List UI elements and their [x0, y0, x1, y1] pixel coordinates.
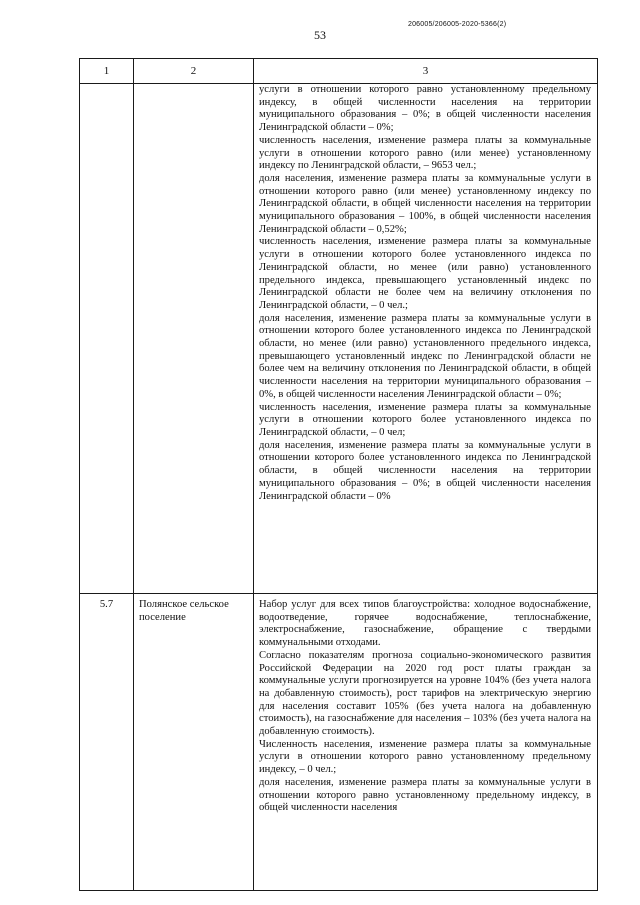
paragraph: численность населения, изменение размера платы за коммунальные услуги в отношении которого более установленного индекса по Ленинградской области, но менее (или равно) установленного предельного индекса, превышающего установленный индекс по Ленинградской области не более чем на величину отклонения по Ленинградской области, – 0 чел.; [259, 236, 591, 311]
row-number-cell: 5.7 [80, 594, 134, 891]
paragraph: Набор услуг для всех типов благоустройства: холодное водоснабжение, водоотведение, горячее водоснабжение, теплоснабжение, электроснабжение, газоснабжение, обращение с твердыми коммунальными отходами. [259, 599, 591, 649]
paragraph: численность населения, изменение размера платы за коммунальные услуги в отношении которого более установленного индекса по Ленинградской области, – 0 чел; [259, 401, 591, 438]
settlement-name-cell: Полянское сельское поселение [134, 594, 254, 891]
settlement-name-cell [134, 84, 254, 594]
paragraph: доля населения, изменение размера платы за коммунальные услуги в отношении которого более установленного индекса по Ленинградской области, в общей численности населения на территории муниципального образования – 0%; в общей численности населения Ленинградской области – 0% [259, 439, 591, 502]
paragraph: доля населения, изменение размера платы за коммунальные услуги в отношении которого равно установленному предельному индексу, в общей численности населения [259, 776, 591, 814]
document-table [79, 58, 598, 891]
table-row [80, 594, 598, 891]
column-header: 2 [134, 59, 254, 84]
paragraph: услуги в отношении которого равно установленному предельному индексу, в общей численности населения на территории муниципального образования – 0%; в общей численности населения Ленинградской области – 0%; [259, 84, 591, 134]
document-id: 206005/206005-2020-5366(2) [408, 21, 507, 28]
page-number: 53 [314, 28, 326, 42]
table-row [80, 84, 598, 594]
row-number-cell [80, 84, 134, 594]
paragraph: доля населения, изменение размера платы за коммунальные услуги в отношении которого более установленного индекса по Ленинградской области, но менее (или равно) установленного предельного индекса, превышающего установленный индекс по Ленинградской области не более чем на величину отклонения по Ленинградской области, в общей численности населения на территории муниципального образования – 0%, в общей численности населения Ленинградской области – 0%; [259, 312, 591, 400]
column-header: 3 [254, 59, 598, 84]
paragraph: Согласно показателям прогноза социально-экономического развития Российской Федерации на 2020 год рост платы граждан за коммунальные услуги прогнозируется на уровне 104% (без учета налога на добавленную стоимость), рост тарифов на электрическую энергию для населения составит 105% (без учета налога на добавленную стоимость), на газоснабжение для населения – 103% (без учета налога на добавленную стоимость). [259, 649, 591, 738]
paragraph: Численность населения, изменение размера платы за коммунальные услуги в отношении которого равно установленному предельному индексу, – 0 чел.; [259, 738, 591, 776]
description-cell [254, 84, 598, 594]
column-header: 1 [80, 59, 134, 84]
paragraph: численность населения, изменение размера платы за коммунальные услуги в отношении которого равно (или менее) установленному индексу по Ленинградской области, – 9653 чел.; [259, 134, 591, 172]
description-cell [254, 594, 598, 891]
table-header-row [80, 59, 598, 84]
paragraph: доля населения, изменение размера платы за коммунальные услуги в отношении которого равно (или менее) установленному индексу по Ленинградской области, в общей численности населения на территории муниципального образования – 100%, в общей численности населения Ленинградской области – 0,52%; [259, 172, 591, 235]
